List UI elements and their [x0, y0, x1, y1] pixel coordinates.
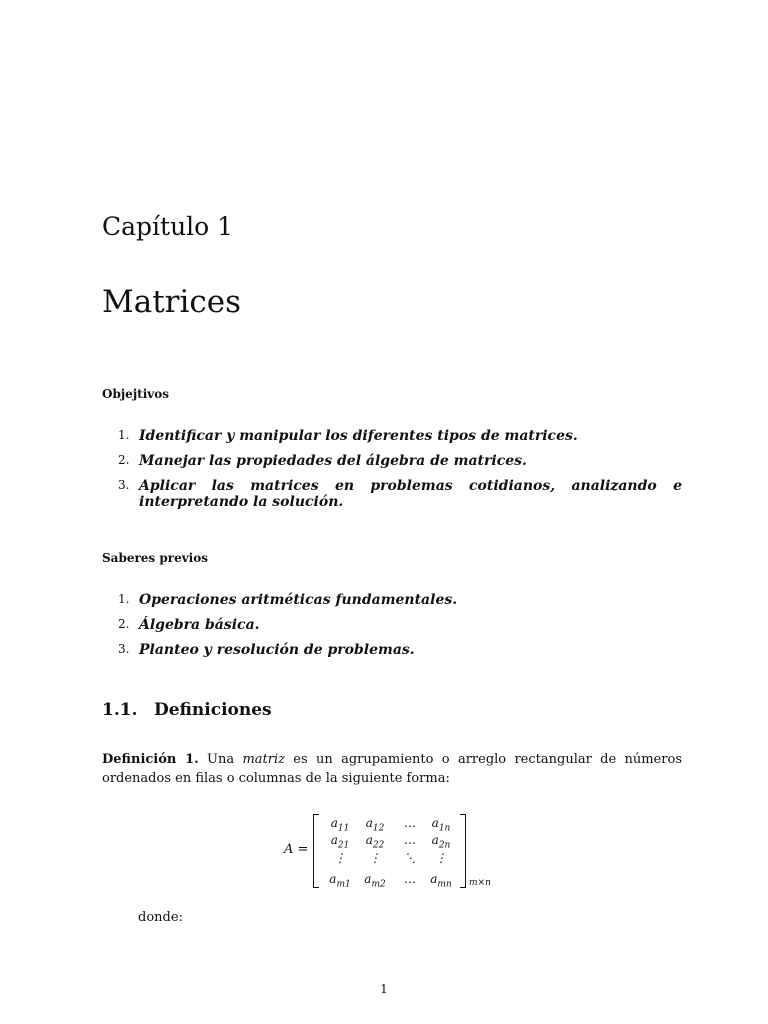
matrix-cell: $a_{m2}$	[364, 872, 386, 890]
list-item-number: 2.	[118, 453, 130, 467]
list-item-number: 3.	[118, 478, 130, 492]
matrix-cell: $a_{21}$	[330, 833, 350, 851]
page-number: 1	[380, 982, 388, 996]
matrix-cell: …	[404, 872, 416, 886]
matrix-cell: $a_{12}$	[365, 816, 385, 834]
list-item	[102, 453, 682, 469]
list-item-number: 1.	[118, 592, 130, 606]
section-heading	[102, 700, 272, 720]
definition-text-after: es un agrupamiento o arreglo rectangular de números ordenados en filas o columnas de la siguiente forma:	[102, 752, 682, 786]
list-item-number: 1.	[118, 428, 130, 442]
list-item-text: Manejar las propiedades del álgebra de matrices.	[139, 453, 527, 469]
list-item	[102, 592, 682, 608]
matrix-cell: ⋮	[435, 851, 447, 865]
definition-label: Definición 1.	[102, 752, 199, 767]
chapter-title: Matrices	[102, 284, 242, 320]
matrix-cell: $a_{11}$	[330, 816, 350, 834]
chapter-label: Capítulo 1	[102, 212, 234, 241]
donde-text: donde:	[138, 910, 183, 925]
matrix-lhs: A =	[284, 842, 309, 857]
list-item	[102, 617, 682, 633]
matrix-dimension: m×n	[469, 878, 491, 888]
objetivos-list	[102, 428, 682, 519]
section-number: 1.1.	[102, 700, 138, 720]
list-item-text: Álgebra básica.	[139, 617, 260, 633]
list-item-number: 3.	[118, 642, 130, 656]
matrix-cell: $a_{2n}$	[431, 833, 451, 851]
list-item-text: Aplicar las matrices en problemas cotidianos, analizando e interpretando la solución.	[139, 478, 682, 510]
saberes-list	[102, 592, 682, 667]
list-item	[102, 478, 682, 510]
matrix-left-bracket	[313, 814, 319, 888]
definition-text-before: Una	[198, 752, 243, 767]
matrix-cell: $a_{22}$	[365, 833, 385, 851]
matrix-cell: $a_{m1}$	[329, 872, 351, 890]
list-item-text: Planteo y resolución de problemas.	[139, 642, 415, 658]
matrix-cell: ⋱	[404, 851, 416, 865]
section-title: Definiciones	[154, 700, 272, 720]
objetivos-heading: Objejtivos	[102, 387, 169, 401]
definition-paragraph	[102, 750, 682, 788]
list-item	[102, 428, 682, 444]
saberes-heading: Saberes previos	[102, 551, 208, 565]
list-item	[102, 642, 682, 658]
list-item-text: Operaciones aritméticas fundamentales.	[139, 592, 458, 608]
matrix-cell: ⋮	[369, 851, 381, 865]
matrix-cell: …	[404, 816, 416, 830]
list-item-number: 2.	[118, 617, 130, 631]
matrix-cell: $a_{1n}$	[431, 816, 451, 834]
matrix-cell: $a_{mn}$	[430, 872, 452, 890]
definition-term: matriz	[242, 752, 285, 767]
matrix-cell: ⋮	[334, 851, 346, 865]
list-item-text: Identificar y manipular los diferentes tipos de matrices.	[139, 428, 578, 444]
matrix-cell: …	[404, 833, 416, 847]
